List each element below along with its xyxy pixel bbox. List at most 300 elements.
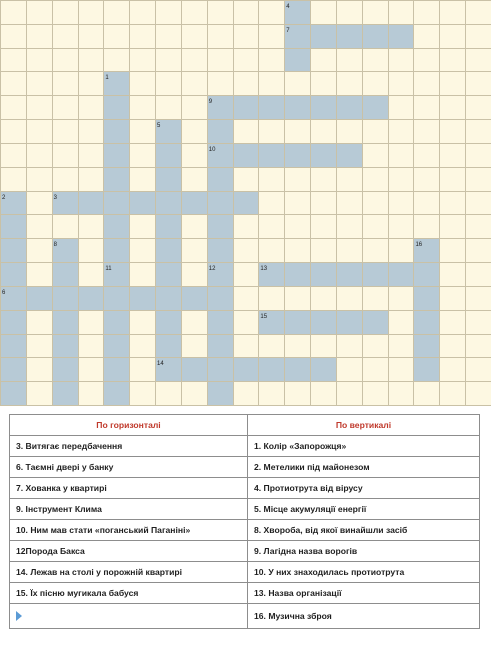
empty-cell <box>388 0 415 25</box>
empty-cell <box>310 71 337 96</box>
answer-cell[interactable] <box>207 238 234 263</box>
answer-cell[interactable] <box>310 24 337 49</box>
down-clue: 16. Музична зброя <box>248 604 480 629</box>
empty-cell <box>233 262 260 287</box>
empty-cell <box>26 214 53 239</box>
empty-cell <box>103 48 130 73</box>
empty-cell <box>284 286 311 311</box>
empty-cell <box>258 286 285 311</box>
answer-cell[interactable] <box>284 357 311 382</box>
answer-cell[interactable] <box>362 24 389 49</box>
empty-cell <box>362 334 389 359</box>
empty-cell <box>284 191 311 216</box>
empty-cell <box>233 334 260 359</box>
answer-cell[interactable] <box>310 143 337 168</box>
empty-cell <box>465 262 491 287</box>
empty-cell <box>362 381 389 406</box>
empty-cell <box>26 262 53 287</box>
empty-cell <box>362 119 389 144</box>
empty-cell <box>78 0 105 25</box>
clue-number: 3 <box>53 194 58 201</box>
clue-number: 11 <box>105 266 112 273</box>
empty-cell <box>78 310 105 335</box>
down-clue: 2. Метелики під майонезом <box>248 457 480 478</box>
answer-cell[interactable] <box>103 357 130 382</box>
empty-cell <box>155 24 182 49</box>
down-clue: 9. Лагідна назва ворогів <box>248 541 480 562</box>
empty-cell <box>388 95 415 120</box>
answer-cell[interactable] <box>207 167 234 192</box>
empty-cell <box>284 214 311 239</box>
answer-cell[interactable] <box>233 95 260 120</box>
empty-cell <box>181 24 208 49</box>
empty-cell <box>0 143 27 168</box>
empty-cell <box>439 334 466 359</box>
answer-cell[interactable] <box>413 334 440 359</box>
empty-cell <box>233 48 260 73</box>
answer-cell[interactable] <box>0 357 27 382</box>
clue-header-row <box>10 415 480 436</box>
across-clue: 14. Лежав на столі у порожній квартирі <box>10 562 248 583</box>
empty-cell <box>52 95 79 120</box>
down-clue: 4. Протиотрута від вірусу <box>248 478 480 499</box>
empty-cell <box>26 24 53 49</box>
clue-number: 12 <box>208 266 216 273</box>
across-clue: 7. Хованка у квартирі <box>10 478 248 499</box>
empty-cell <box>310 0 337 25</box>
empty-cell <box>78 214 105 239</box>
empty-cell <box>413 381 440 406</box>
answer-cell[interactable] <box>52 334 79 359</box>
empty-cell <box>465 119 491 144</box>
empty-cell <box>26 381 53 406</box>
empty-cell <box>439 0 466 25</box>
answer-cell[interactable] <box>155 286 182 311</box>
empty-cell <box>26 357 53 382</box>
empty-cell <box>439 95 466 120</box>
empty-cell <box>465 381 491 406</box>
empty-cell <box>129 310 156 335</box>
answer-cell[interactable] <box>207 310 234 335</box>
answer-cell[interactable] <box>284 48 311 73</box>
empty-cell <box>78 334 105 359</box>
triangle-marker-icon[interactable] <box>16 611 22 621</box>
answer-cell[interactable] <box>233 191 260 216</box>
empty-cell <box>181 95 208 120</box>
answer-cell[interactable] <box>388 24 415 49</box>
answer-cell[interactable] <box>413 357 440 382</box>
empty-cell <box>258 71 285 96</box>
empty-cell <box>181 334 208 359</box>
empty-cell <box>310 191 337 216</box>
answer-cell[interactable] <box>336 310 363 335</box>
empty-cell <box>413 214 440 239</box>
empty-cell <box>233 71 260 96</box>
empty-cell <box>310 334 337 359</box>
empty-cell <box>52 0 79 25</box>
empty-cell <box>129 48 156 73</box>
answer-cell[interactable] <box>207 191 234 216</box>
empty-cell <box>26 95 53 120</box>
clue-number: 7 <box>286 27 290 34</box>
clue-row <box>10 478 480 499</box>
empty-cell <box>362 48 389 73</box>
empty-cell <box>258 214 285 239</box>
answer-cell[interactable] <box>103 95 130 120</box>
answer-cell[interactable] <box>413 310 440 335</box>
empty-cell <box>388 238 415 263</box>
empty-cell <box>26 167 53 192</box>
answer-cell[interactable] <box>207 334 234 359</box>
answer-cell[interactable] <box>181 191 208 216</box>
empty-cell <box>0 0 27 25</box>
empty-cell <box>336 238 363 263</box>
empty-cell <box>465 357 491 382</box>
answer-cell[interactable] <box>207 214 234 239</box>
clue-number: 1 <box>105 75 109 82</box>
empty-cell <box>336 334 363 359</box>
empty-cell <box>103 24 130 49</box>
answer-cell[interactable] <box>155 191 182 216</box>
answer-cell[interactable] <box>336 143 363 168</box>
empty-cell <box>284 119 311 144</box>
empty-cell <box>78 167 105 192</box>
answer-cell[interactable] <box>155 310 182 335</box>
answer-cell[interactable] <box>78 286 105 311</box>
clue-row <box>10 541 480 562</box>
down-clue: 10. У них знаходилась протиотрута <box>248 562 480 583</box>
answer-cell[interactable] <box>310 262 337 287</box>
empty-cell <box>103 0 130 25</box>
empty-cell <box>310 214 337 239</box>
empty-cell <box>52 71 79 96</box>
empty-cell <box>413 119 440 144</box>
empty-cell <box>336 357 363 382</box>
empty-cell <box>362 286 389 311</box>
empty-cell <box>439 310 466 335</box>
empty-cell <box>233 286 260 311</box>
answer-cell[interactable] <box>155 143 182 168</box>
empty-cell <box>413 167 440 192</box>
empty-cell <box>78 143 105 168</box>
answer-cell[interactable] <box>284 262 311 287</box>
clue-table <box>9 414 480 629</box>
empty-cell <box>362 143 389 168</box>
empty-cell <box>181 71 208 96</box>
answer-cell[interactable] <box>0 334 27 359</box>
empty-cell <box>26 71 53 96</box>
answer-cell[interactable] <box>207 381 234 406</box>
answer-cell[interactable] <box>129 191 156 216</box>
empty-cell <box>336 167 363 192</box>
empty-cell <box>233 119 260 144</box>
empty-cell <box>413 143 440 168</box>
empty-cell <box>388 167 415 192</box>
empty-cell <box>439 357 466 382</box>
empty-cell <box>310 167 337 192</box>
empty-cell <box>258 119 285 144</box>
answer-cell[interactable] <box>233 143 260 168</box>
empty-cell <box>155 0 182 25</box>
answer-cell[interactable] <box>0 238 27 263</box>
empty-cell <box>26 191 53 216</box>
empty-cell <box>233 238 260 263</box>
answer-cell[interactable] <box>103 119 130 144</box>
empty-cell <box>258 167 285 192</box>
empty-cell <box>465 95 491 120</box>
empty-cell <box>284 381 311 406</box>
answer-cell[interactable] <box>362 262 389 287</box>
down-header: По вертикалі <box>248 415 480 436</box>
empty-cell <box>129 24 156 49</box>
answer-cell[interactable] <box>310 95 337 120</box>
empty-cell <box>181 262 208 287</box>
clue-row <box>10 562 480 583</box>
empty-cell <box>413 48 440 73</box>
empty-cell <box>0 167 27 192</box>
empty-cell <box>310 238 337 263</box>
answer-cell[interactable] <box>103 143 130 168</box>
answer-cell[interactable] <box>129 286 156 311</box>
answer-cell[interactable] <box>103 214 130 239</box>
answer-cell[interactable] <box>0 381 27 406</box>
answer-cell[interactable] <box>284 95 311 120</box>
answer-cell[interactable] <box>103 381 130 406</box>
answer-cell[interactable] <box>0 310 27 335</box>
answer-cell[interactable] <box>0 214 27 239</box>
empty-cell <box>155 95 182 120</box>
empty-cell <box>413 191 440 216</box>
empty-cell <box>413 0 440 25</box>
empty-cell <box>26 143 53 168</box>
answer-cell[interactable] <box>26 286 53 311</box>
empty-cell <box>26 48 53 73</box>
empty-cell <box>52 24 79 49</box>
empty-cell <box>439 286 466 311</box>
answer-cell[interactable] <box>181 357 208 382</box>
empty-cell <box>362 191 389 216</box>
empty-cell <box>388 214 415 239</box>
answer-cell[interactable] <box>336 24 363 49</box>
across-header: По горизонталі <box>10 415 248 436</box>
empty-cell <box>233 0 260 25</box>
empty-cell <box>362 0 389 25</box>
answer-cell[interactable] <box>155 334 182 359</box>
empty-cell <box>465 71 491 96</box>
empty-cell <box>388 119 415 144</box>
across-clue: 15. Їх пісню мугикала бабуся <box>10 583 248 604</box>
empty-cell <box>129 214 156 239</box>
empty-cell <box>336 381 363 406</box>
empty-cell <box>465 48 491 73</box>
empty-cell <box>465 0 491 25</box>
empty-cell <box>439 167 466 192</box>
answer-cell[interactable] <box>310 357 337 382</box>
empty-cell <box>129 262 156 287</box>
empty-cell <box>26 310 53 335</box>
empty-cell <box>362 238 389 263</box>
empty-cell <box>388 71 415 96</box>
empty-cell <box>129 143 156 168</box>
empty-cell <box>129 334 156 359</box>
answer-cell[interactable] <box>155 238 182 263</box>
empty-cell <box>181 214 208 239</box>
empty-cell <box>233 24 260 49</box>
answer-cell[interactable] <box>52 381 79 406</box>
answer-cell[interactable] <box>336 262 363 287</box>
empty-cell <box>258 334 285 359</box>
answer-cell[interactable] <box>310 310 337 335</box>
empty-cell <box>0 71 27 96</box>
empty-cell <box>439 381 466 406</box>
empty-cell <box>439 48 466 73</box>
empty-cell <box>78 48 105 73</box>
answer-cell[interactable] <box>388 262 415 287</box>
answer-cell[interactable] <box>284 143 311 168</box>
empty-cell <box>465 167 491 192</box>
clue-number: 10 <box>208 146 216 153</box>
empty-cell <box>388 381 415 406</box>
empty-cell <box>439 214 466 239</box>
answer-cell[interactable] <box>258 357 285 382</box>
down-clue: 5. Місце акумуляції енергії <box>248 499 480 520</box>
empty-cell <box>129 119 156 144</box>
empty-cell <box>0 95 27 120</box>
empty-cell <box>155 48 182 73</box>
answer-cell[interactable] <box>52 262 79 287</box>
empty-cell <box>78 238 105 263</box>
empty-cell <box>129 357 156 382</box>
empty-cell <box>78 381 105 406</box>
answer-cell[interactable] <box>103 286 130 311</box>
clue-number: 9 <box>208 99 213 106</box>
empty-cell <box>233 214 260 239</box>
answer-cell[interactable] <box>103 167 130 192</box>
empty-cell <box>465 214 491 239</box>
answer-cell[interactable] <box>233 357 260 382</box>
empty-cell <box>310 286 337 311</box>
answer-cell[interactable] <box>155 167 182 192</box>
answer-cell[interactable] <box>207 119 234 144</box>
empty-cell <box>129 238 156 263</box>
empty-cell <box>465 24 491 49</box>
empty-cell <box>52 167 79 192</box>
empty-cell <box>388 334 415 359</box>
empty-cell <box>155 71 182 96</box>
empty-cell <box>207 71 234 96</box>
empty-cell <box>129 0 156 25</box>
across-clue: 3. Витягає передбачення <box>10 436 248 457</box>
empty-cell <box>465 310 491 335</box>
answer-cell[interactable] <box>362 95 389 120</box>
empty-cell <box>78 71 105 96</box>
empty-cell <box>439 238 466 263</box>
clue-number: 15 <box>260 313 268 320</box>
empty-cell <box>181 167 208 192</box>
answer-cell[interactable] <box>258 143 285 168</box>
answer-cell[interactable] <box>336 95 363 120</box>
empty-cell <box>78 24 105 49</box>
across-clue: 12Порода Бакса <box>10 541 248 562</box>
down-clue: 1. Колір «Запорожця» <box>248 436 480 457</box>
empty-cell <box>310 48 337 73</box>
answer-cell[interactable] <box>0 262 27 287</box>
clue-number: 8 <box>53 242 58 249</box>
empty-cell <box>310 119 337 144</box>
clue-number: 5 <box>157 123 161 130</box>
answer-cell[interactable] <box>103 334 130 359</box>
empty-cell <box>207 24 234 49</box>
empty-cell <box>465 191 491 216</box>
answer-cell[interactable] <box>52 286 79 311</box>
empty-cell <box>26 0 53 25</box>
answer-cell[interactable] <box>103 238 130 263</box>
empty-cell <box>26 334 53 359</box>
empty-cell <box>336 191 363 216</box>
empty-cell <box>78 262 105 287</box>
empty-cell <box>465 286 491 311</box>
answer-cell[interactable] <box>413 286 440 311</box>
clue-number: 2 <box>2 194 6 201</box>
empty-cell <box>439 143 466 168</box>
answer-cell[interactable] <box>103 310 130 335</box>
empty-cell <box>258 381 285 406</box>
answer-cell[interactable] <box>207 286 234 311</box>
clue-row <box>10 499 480 520</box>
answer-cell[interactable] <box>181 286 208 311</box>
clue-row <box>10 457 480 478</box>
answer-cell[interactable] <box>362 310 389 335</box>
empty-cell <box>181 310 208 335</box>
empty-cell <box>52 119 79 144</box>
empty-cell <box>207 48 234 73</box>
answer-cell[interactable] <box>258 95 285 120</box>
empty-cell <box>439 191 466 216</box>
empty-cell <box>388 286 415 311</box>
answer-cell[interactable] <box>413 262 440 287</box>
empty-cell <box>362 214 389 239</box>
answer-cell[interactable] <box>207 357 234 382</box>
empty-cell <box>181 119 208 144</box>
empty-cell <box>388 191 415 216</box>
empty-cell <box>388 357 415 382</box>
answer-cell[interactable] <box>52 357 79 382</box>
empty-cell <box>0 119 27 144</box>
empty-cell <box>336 119 363 144</box>
table-add-row-cell[interactable] <box>10 604 248 629</box>
clue-row <box>10 436 480 457</box>
empty-cell <box>233 381 260 406</box>
empty-cell <box>362 167 389 192</box>
answer-cell[interactable] <box>155 262 182 287</box>
empty-cell <box>181 48 208 73</box>
clue-number: 4 <box>286 4 290 10</box>
empty-cell <box>181 238 208 263</box>
empty-cell <box>284 71 311 96</box>
empty-cell <box>284 238 311 263</box>
down-clue: 13. Назва організації <box>248 583 480 604</box>
answer-cell[interactable] <box>78 191 105 216</box>
empty-cell <box>0 48 27 73</box>
empty-cell <box>258 191 285 216</box>
answer-cell[interactable] <box>52 310 79 335</box>
empty-cell <box>129 167 156 192</box>
answer-cell[interactable] <box>155 214 182 239</box>
answer-cell[interactable] <box>284 310 311 335</box>
answer-cell[interactable] <box>103 191 130 216</box>
empty-cell <box>413 95 440 120</box>
clue-number: 16 <box>415 242 423 249</box>
